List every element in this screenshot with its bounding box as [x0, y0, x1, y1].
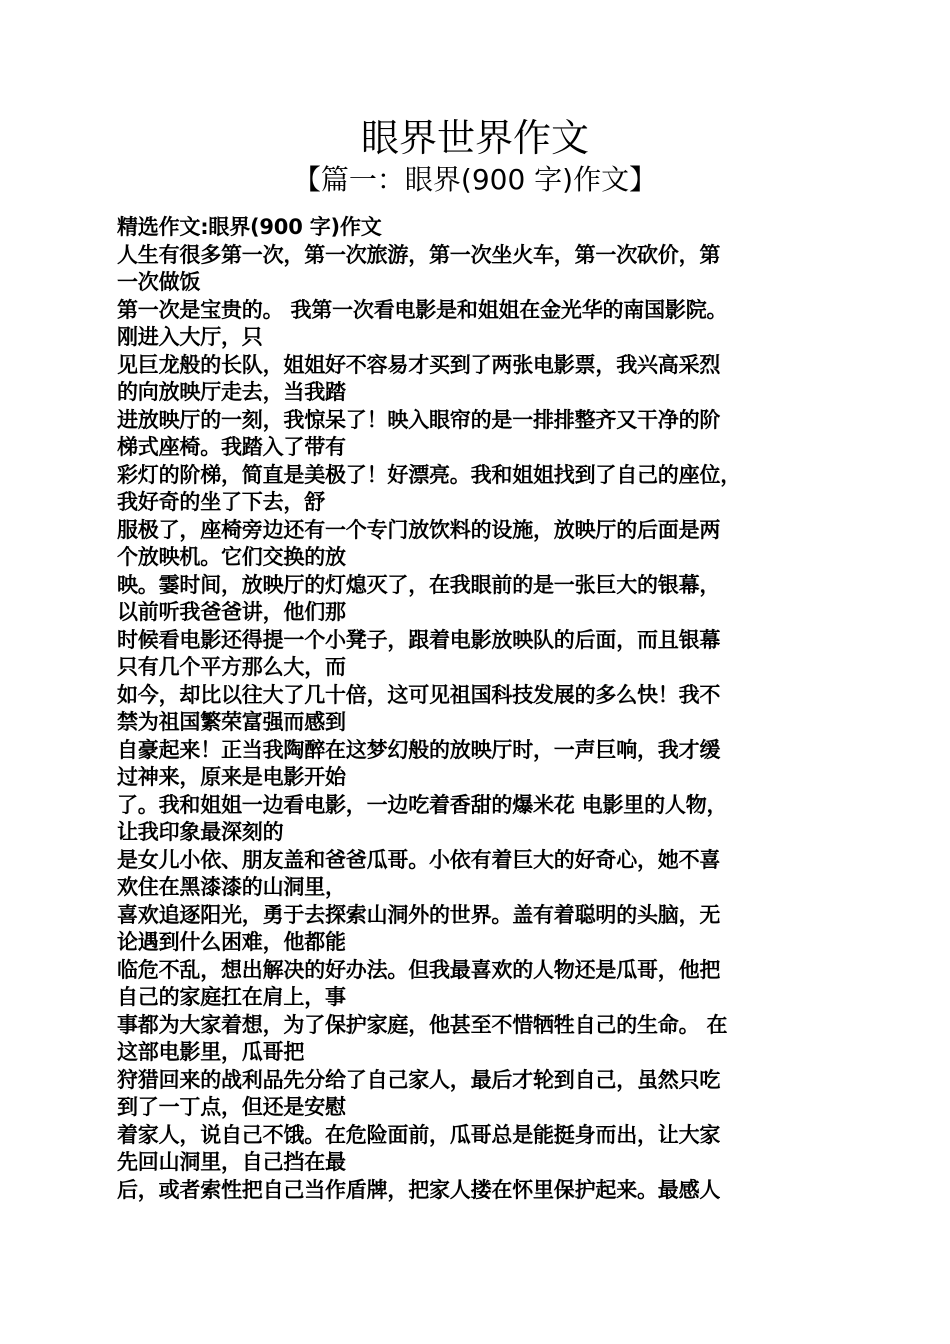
essay-line: 让我印象最深刻的 [117, 820, 284, 844]
essay-line: 先回山洞里，自己挡在最 [117, 1150, 346, 1174]
essay-line: 着家人，说自己不饿。在危险面前，瓜哥总是能挺身而出，让大家 [117, 1122, 721, 1147]
essay-line: 了。我和姐姐一边看电影，一边吃着香甜的爆米花 电影里的人物， [117, 792, 728, 817]
essay-line: 一次做饭 [117, 270, 201, 294]
essay-line: 时候看电影还得提一个小凳子，跟着电影放映队的后面，而且银幕 [117, 627, 721, 652]
essay-line: 这部电影里，瓜哥把 [117, 1040, 305, 1064]
essay-line: 后，或者索性把自己当作盾牌，把家人搂在怀里保护起来。最感人 [117, 1177, 721, 1202]
essay-line: 映。霎时间，放映厅的灯熄灭了，在我眼前的是一张巨大的银幕， [117, 572, 721, 597]
essay-line: 是女儿小依、朋友盖和爸爸瓜哥。小依有着巨大的好奇心，她不喜 [117, 847, 721, 872]
essay-line: 事都为大家着想，为了保护家庭，他甚至不惜牺牲自己的生命。 在 [117, 1012, 728, 1037]
essay-line: 论遇到什么困难，他都能 [117, 930, 346, 954]
essay-line: 个放映机。它们交换的放 [117, 545, 346, 569]
essay-line: 进放映厅的一刻，我惊呆了！映入眼帘的是一排排整齐又干净的阶 [117, 407, 721, 432]
essay-line: 欢住在黑漆漆的山洞里， [117, 875, 346, 899]
essay-line: 自己的家庭扛在肩上，事 [117, 985, 346, 1009]
essay-line: 只有几个平方那么大，而 [117, 655, 346, 679]
essay-line: 的向放映厅走去，当我踏 [117, 380, 346, 404]
essay-body [117, 214, 832, 1204]
essay-line: 精选作文:眼界(900 字)作文 [117, 215, 382, 239]
essay-line: 狩猎回来的战利品先分给了自己家人，最后才轮到自己，虽然只吃 [117, 1067, 721, 1092]
essay-line: 我好奇的坐了下去，舒 [117, 490, 325, 514]
essay-line: 刚进入大厅，只 [117, 325, 263, 349]
essay-line: 梯式座椅。我踏入了带有 [117, 435, 346, 459]
essay-line: 彩灯的阶梯，简直是美极了！好漂亮。我和姐姐找到了自己的座位， [117, 462, 741, 487]
essay-line: 以前听我爸爸讲，他们那 [117, 600, 346, 624]
essay-line: 人生有很多第一次，第一次旅游，第一次坐火车，第一次砍价，第 [117, 242, 721, 267]
essay-line: 服极了，座椅旁边还有一个专门放饮料的设施，放映厅的后面是两 [117, 517, 721, 542]
essay-line: 临危不乱，想出解决的好办法。但我最喜欢的人物还是瓜哥，他把 [117, 957, 721, 982]
essay-line: 到了一丁点，但还是安慰 [117, 1095, 346, 1119]
essay-line: 禁为祖国繁荣富强而感到 [117, 710, 346, 734]
essay-line: 第一次是宝贵的。 我第一次看电影是和姐姐在金光华的南国影院。 [117, 297, 728, 322]
essay-line: 过神来，原来是电影开始 [117, 765, 346, 789]
essay-line: 喜欢追逐阳光，勇于去探索山洞外的世界。盖有着聪明的头脑，无 [117, 902, 721, 927]
essay-line: 见巨龙般的长队，姐姐好不容易才买到了两张电影票，我兴高采烈 [117, 352, 721, 377]
essay-line: 如今，却比以往大了几十倍，这可见祖国科技发展的多么快！我不 [117, 682, 721, 707]
document-title: 眼界世界作文 [360, 116, 589, 160]
essay-line: 自豪起来！正当我陶醉在这梦幻般的放映厅时，一声巨响，我才缓 [117, 737, 721, 762]
document-subtitle: 【篇一：眼界(900 字)作文】 [292, 163, 658, 196]
